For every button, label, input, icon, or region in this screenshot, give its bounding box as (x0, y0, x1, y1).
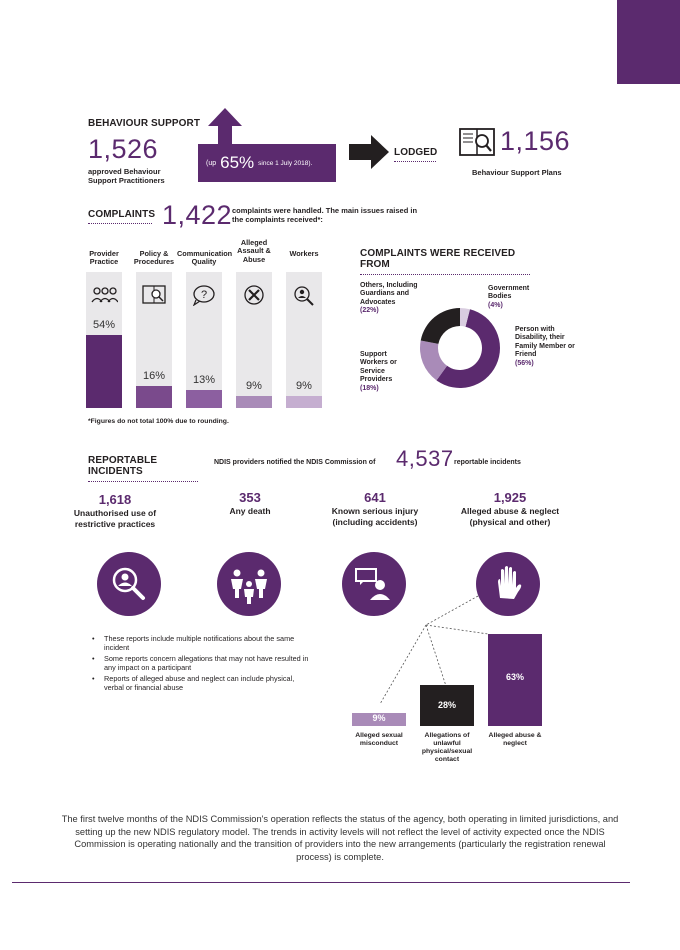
note-item: • These reports include multiple notifications about the same incident (92, 634, 312, 653)
incident-value-abuse: 1,925 (493, 490, 527, 505)
plans-value: 1,156 (500, 126, 571, 156)
incidents-total: 4,537 (396, 446, 454, 471)
breakdown-bar-value: 9% (372, 713, 386, 724)
incident-value-restrictive: 1,618 (98, 492, 132, 507)
growth-prefix: (up (206, 159, 217, 167)
incidents-heading: REPORTABLE INCIDENTS (88, 455, 198, 482)
plans-label: Behaviour Support Plans (472, 168, 562, 177)
incident-value-injury: 641 (364, 490, 386, 505)
others-label: Others, Including Guardians and Advocates (360, 282, 418, 306)
government-pct: (4%) (488, 301, 503, 309)
complaint-bar-value: 54% (92, 319, 116, 332)
complaint-bar-label: Workers (289, 249, 319, 258)
complaint-bar-value: 16% (142, 370, 166, 383)
note-item: • Some reports concern allegations that may not have resulted in any impact on a participant (92, 654, 312, 673)
practitioners-label: approved Behaviour Support Practitioners (88, 167, 165, 185)
received-heading: COMPLAINTS WERE RECEIVED FROM (360, 248, 530, 275)
complaint-bar-value: 13% (192, 374, 216, 387)
breakdown-bar-label: Alleged sexual misconduct (355, 732, 403, 748)
lodged-label: LODGED (394, 147, 436, 162)
person-label: Person with Disability, their Family Member or Friend (515, 326, 575, 359)
incident-label-restrictive: Unauthorised use of restrictive practices (73, 508, 157, 529)
footer-text: The first twelve months of the NDIS Commission's operation reflects the status of the agency, both operating in limited jurisdictions, and setting up the new NDIS regulatory model. The trends in activity levels will not reflect the level of activity expected once the NDIS Commission is operating nationally and the transition of providers into the new arrangements (particularly the registration renewal process) is complete. (61, 814, 619, 862)
complaint-bar-label: Communication Quality (177, 249, 233, 267)
complaints-total: 1,422 (162, 200, 233, 230)
incidents-desc-suffix: reportable incidents (454, 459, 521, 466)
footer-divider (12, 882, 630, 883)
incident-label-injury: Known serious injury (including accidents) (331, 506, 419, 527)
complaint-bar-value: 9% (296, 379, 312, 392)
growth-value: 65% (220, 153, 255, 172)
note-item: • Reports of alleged abuse and neglect can include physical, verbal or financial abuse (92, 674, 312, 693)
complaint-bar-label: Policy & Procedures (133, 249, 175, 267)
incident-value-death: 353 (239, 490, 261, 505)
complaint-bar-label: Provider Practice (89, 249, 119, 267)
breakdown-bar-label: Allegations of unlawful physical/sexual contact (421, 732, 473, 764)
incidents-desc-prefix: NDIS providers notified the NDIS Commission of (214, 459, 376, 466)
support-pct: (18%) (360, 384, 379, 392)
person-pct: (56%) (515, 359, 534, 367)
breakdown-bar-label: Alleged abuse & neglect (488, 732, 542, 748)
growth-suffix: since 1 July 2018). (258, 159, 313, 167)
complaints-heading: COMPLAINTS (88, 209, 152, 224)
complaint-bar-value: 9% (246, 379, 262, 392)
behaviour-heading: BEHAVIOUR SUPPORT (88, 118, 201, 129)
government-label: Government Bodies (488, 285, 530, 301)
support-label: Support Workers or Service Providers (360, 351, 397, 384)
complaints-footnote: *Figures do not total 100% due to rounding. (88, 418, 229, 425)
complaint-bar-label: Alleged Assault & Abuse (237, 238, 271, 264)
breakdown-bar-value: 28% (437, 699, 456, 710)
breakdown-bar-value: 63% (505, 672, 524, 682)
svg-text:?: ? (200, 289, 208, 301)
complaints-desc: complaints were handled. The main issues raised in the complaints received*: (232, 206, 418, 224)
practitioners-value: 1,526 (88, 134, 159, 164)
incident-label-death: Any death (229, 506, 271, 516)
incident-label-abuse: Alleged abuse & neglect (physical and other) (460, 506, 560, 527)
others-pct: (22%) (360, 307, 379, 315)
